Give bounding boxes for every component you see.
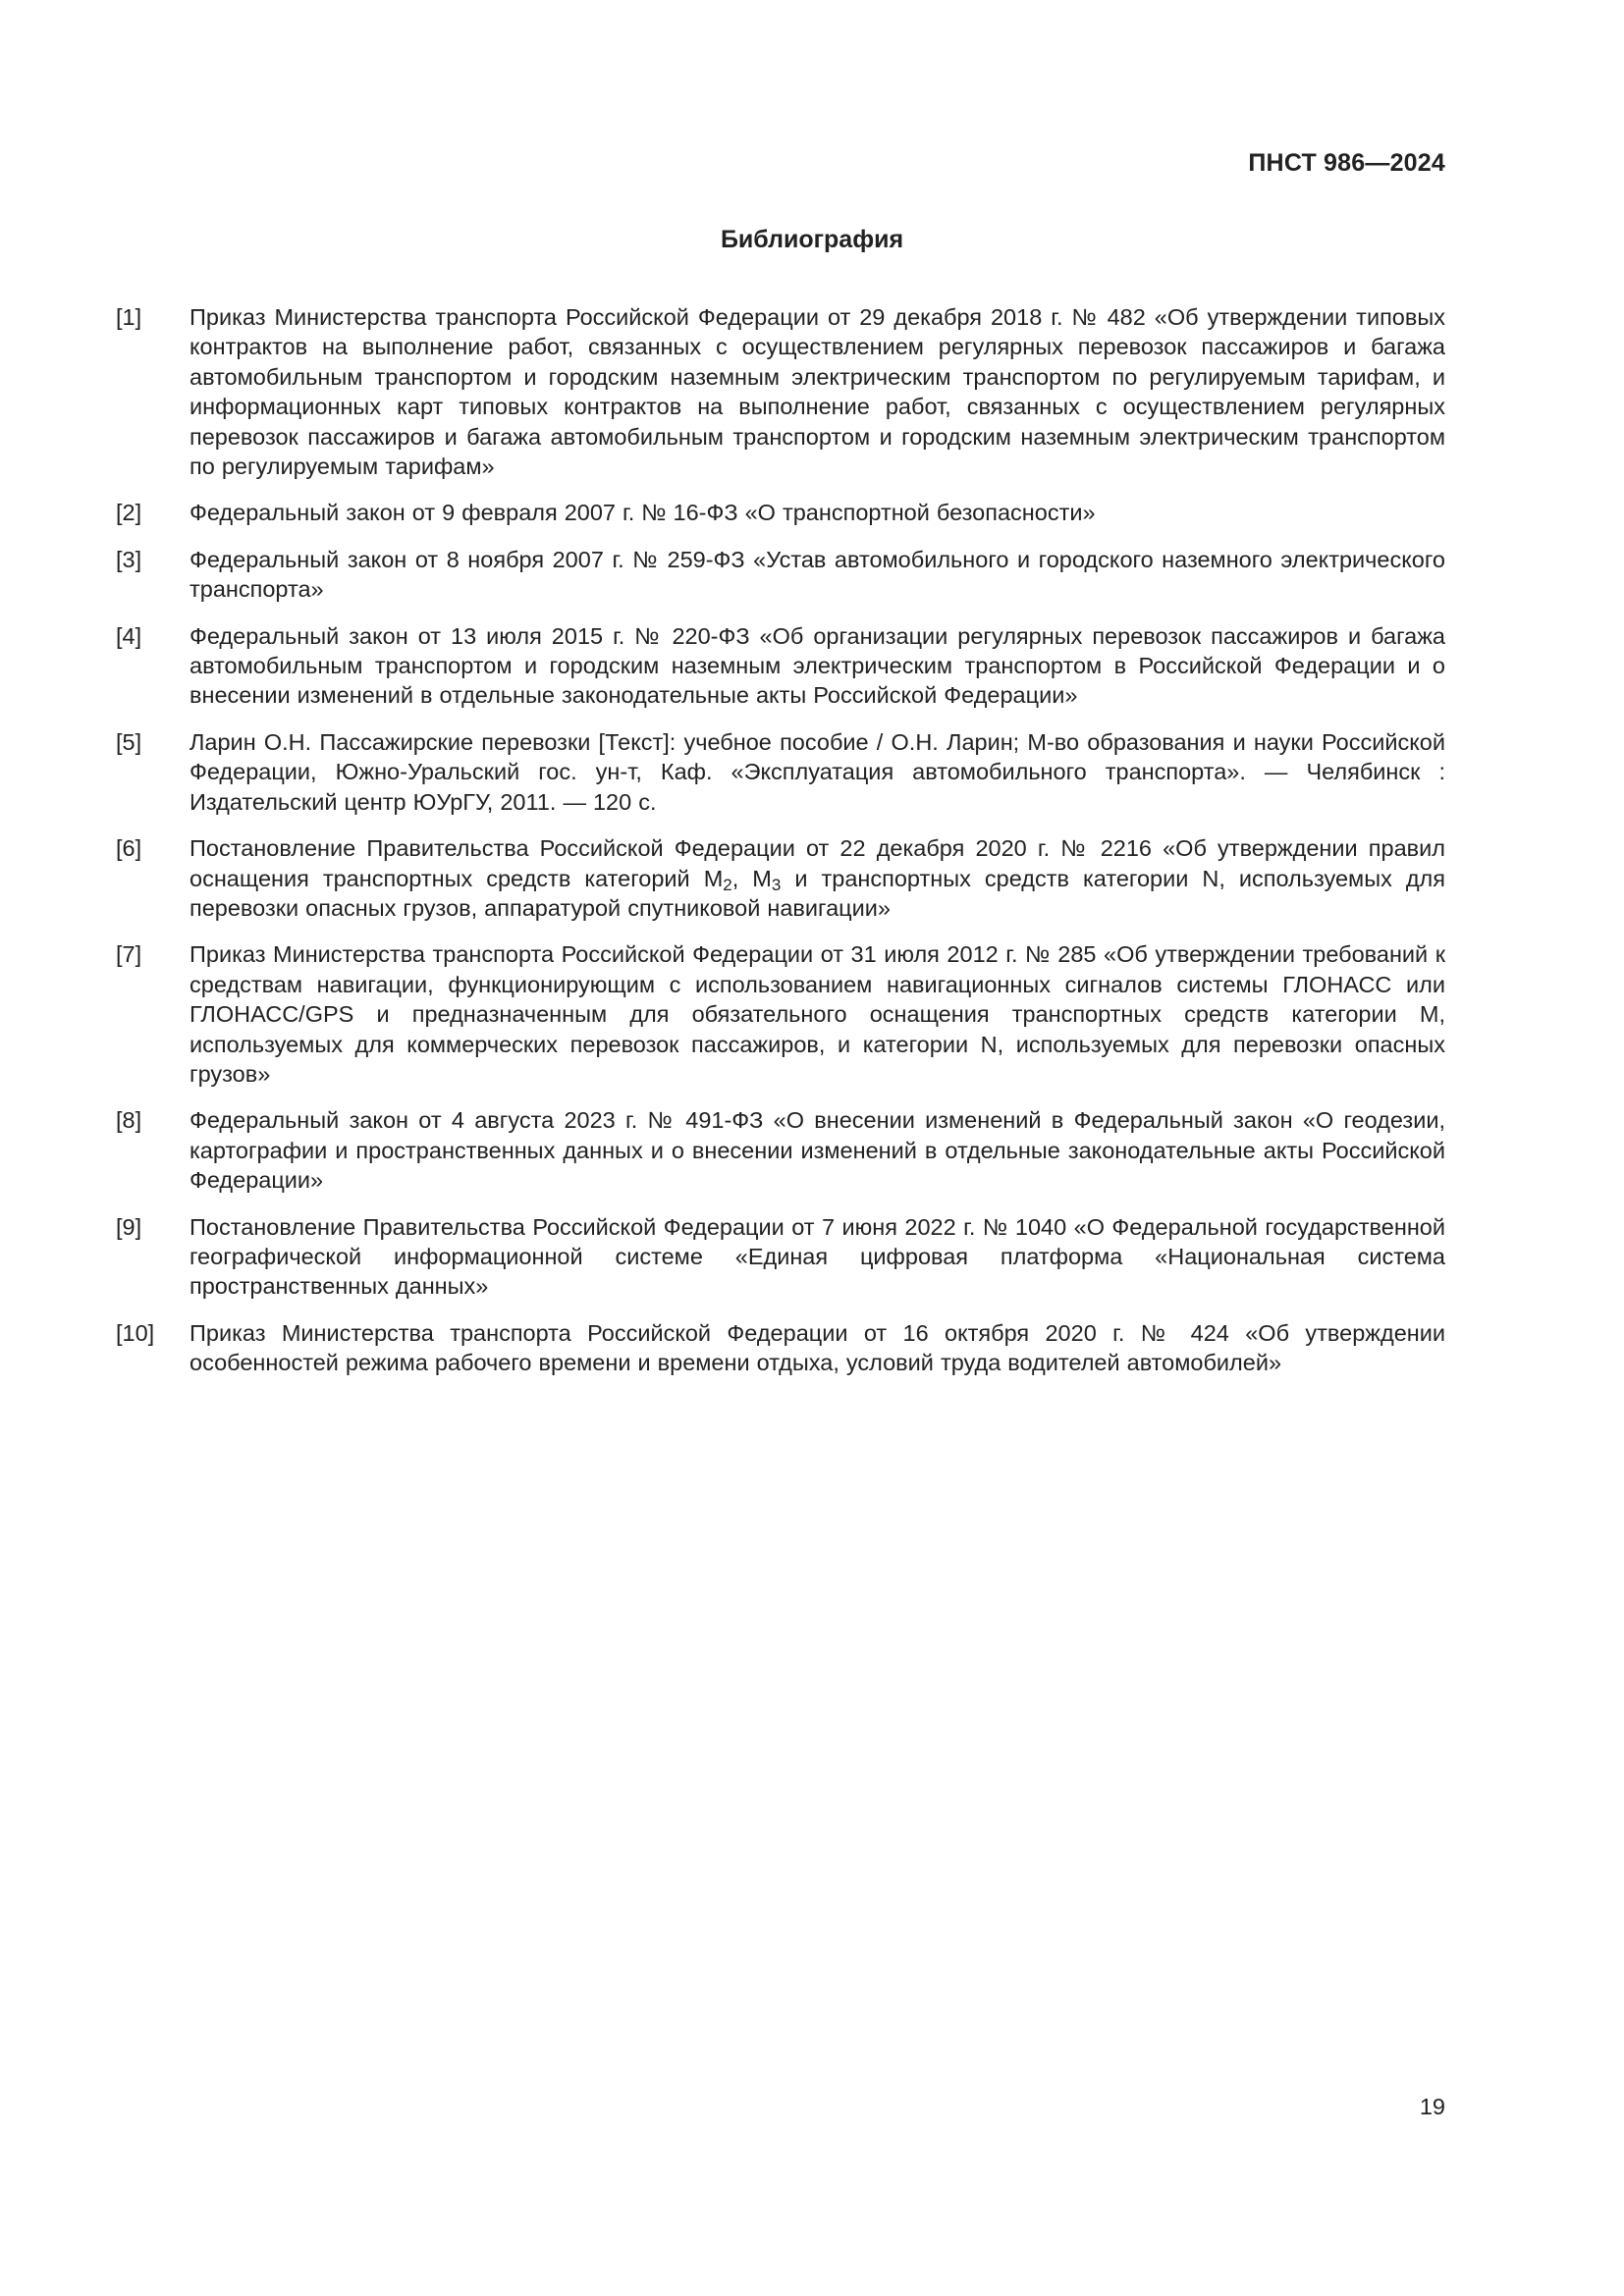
item-number: [8]	[116, 1107, 142, 1134]
bibliography-item	[116, 1212, 1445, 1302]
item-text: Приказ Министерства транспорта Российской Федерации от 29 декабря 2018 г. № 482 «Об утверждении типовых контрактов на выполнение работ, связанных с осуществлением регулярных перевозок пассажиров и багажа автомобильным транспортом и городским наземным электрическим транспортом по регулируемым тарифам, и информационных карт типовых контрактов на выполнение работ, связанных с осуществлением регулярных перевозок пассажиров и багажа автомобильным транспортом и городским наземным электрическим транспортом по регулируемым тарифам»	[189, 304, 1445, 480]
item-text: Федеральный закон от 8 ноября 2007 г. № 259-ФЗ «Устав автомобильного и городского наземного электрического транспорта»	[189, 546, 1445, 603]
item-number: [3]	[116, 546, 142, 572]
item-number: [9]	[116, 1213, 142, 1240]
item-text: Федеральный закон от 9 февраля 2007 г. № 16-ФЗ «О транспортной безопасности»	[189, 500, 1096, 526]
bibliography-item	[116, 621, 1445, 711]
bibliography-item	[116, 1318, 1445, 1378]
item-text: Федеральный закон от 13 июля 2015 г. № 220-ФЗ «Об организации регулярных перевозок пассажиров и багажа автомобильным транспортом и городским наземным электрическим транспортом в Российской Федерации и о внесении изменений в отдельные законодательные акты Российской Федерации»	[189, 622, 1445, 709]
bibliography-item	[116, 727, 1445, 817]
item-text: Постановление Правительства Российской Федерации от 7 июня 2022 г. № 1040 «О Федеральной государственной географической информационной системе «Единая цифровая платформа «Национальная система пространственных данных»	[189, 1213, 1445, 1300]
item-number: [6]	[116, 835, 142, 862]
subscript: 2	[723, 875, 732, 894]
item-number: [5]	[116, 728, 142, 755]
bibliography-item	[116, 498, 1445, 527]
item-text: Приказ Министерства транспорта Российской Федерации от 16 октября 2020 г. № 424 «Об утверждении особенностей режима рабочего времени и времени отдыха, условий труда водителей автомобилей»	[189, 1319, 1445, 1376]
bibliography-item	[116, 302, 1445, 481]
item-number: [7]	[116, 941, 142, 968]
item-number: [2]	[116, 500, 142, 526]
bibliography-item	[116, 1105, 1445, 1195]
item-text: Федеральный закон от 4 августа 2023 г. № 491-ФЗ «О внесении изменений в Федеральный закон «О геодезии, картографии и пространственных данных и о внесении изменений в отдельные законодательные акты Российской Федерации»	[189, 1107, 1445, 1194]
item-text-part: Постановление Правительства Российской Федерации от 22 декабря 2020 г. № 2216 «Об утверждении правил оснащения транспортных средств категорий М	[189, 835, 1445, 891]
item-number: [1]	[116, 304, 142, 330]
item-text	[189, 833, 1445, 923]
bibliography-item	[116, 833, 1445, 923]
bibliography-item	[116, 939, 1445, 1089]
item-number: [10]	[116, 1319, 155, 1346]
item-text-part: и транспортных средств категории N, используемых для перевозки опасных грузов, аппаратурой спутниковой навигации»	[189, 865, 1445, 921]
page-number: 19	[1419, 2094, 1445, 2119]
bibliography-title: Библиография	[720, 226, 904, 253]
item-text: Приказ Министерства транспорта Российской Федерации от 31 июля 2012 г. № 285 «Об утверждении требований к средствам навигации, функционирующим с использованием навигационных сигналов системы ГЛОНАСС или ГЛОНАСС/GPS и предназначенным для обязательного оснащения транспортных средств категории М, используемых для коммерческих перевозок пассажиров, и категории N, используемых для перевозки опасных грузов»	[189, 941, 1445, 1087]
subscript: 3	[771, 875, 782, 894]
item-text: Ларин О.Н. Пассажирские перевозки [Текст]: учебное пособие / О.Н. Ларин; М-во образования и науки Российской Федерации, Южно-Уральский гос. ун-т, Каф. «Эксплуатация автомобильного транспорта». — Челябинск : Издательский центр ЮУрГУ, 2011. — 120 с.	[189, 728, 1445, 815]
bibliography-list	[116, 302, 1445, 1395]
item-text-part: , М	[731, 865, 772, 891]
item-number: [4]	[116, 622, 142, 649]
document-code: ПНСТ 986—2024	[1248, 149, 1445, 177]
bibliography-item	[116, 545, 1445, 605]
